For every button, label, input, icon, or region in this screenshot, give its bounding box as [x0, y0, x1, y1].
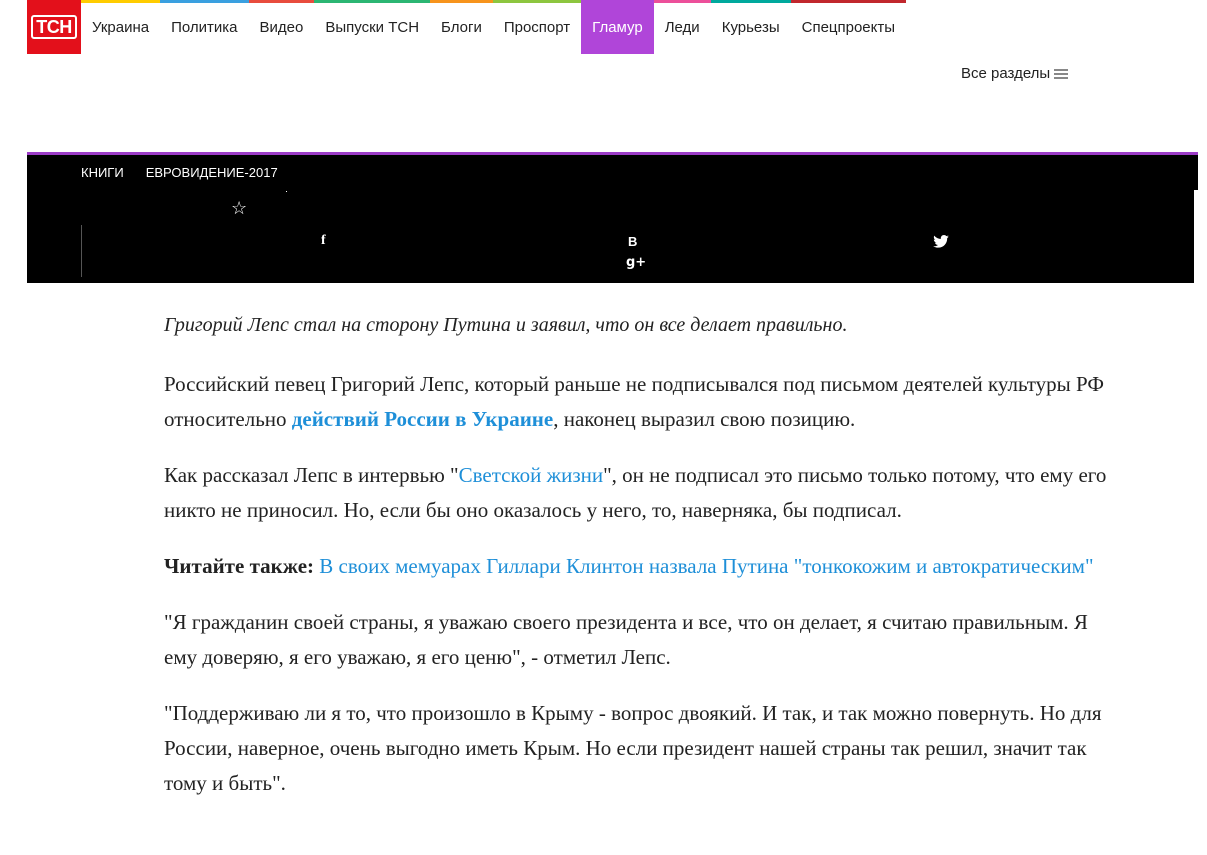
- star-icon[interactable]: ☆: [231, 198, 248, 218]
- nav-item-label: Гламур: [592, 18, 643, 36]
- tsn-logo[interactable]: [27, 0, 81, 54]
- tag-list: [81, 165, 278, 180]
- read-also-link[interactable]: В своих мемуарах Гиллари Клинтон назвала Путина "тонкокожим и автократическим": [319, 554, 1094, 578]
- nav-item-color-bar: [581, 0, 654, 3]
- nav-item-label: Политика: [171, 18, 238, 36]
- banner-edge: [1194, 190, 1198, 286]
- googleplus-icon[interactable]: g+: [626, 255, 647, 270]
- nav-item-3[interactable]: [314, 0, 430, 54]
- read-also: [164, 549, 1114, 584]
- menu-icon: [1054, 69, 1068, 79]
- all-sections-label: Все разделы: [961, 65, 1051, 82]
- paragraph-3: "Я гражданин своей страны, я уважаю своего президента и все, что он делает, я считаю правильным. Я ему доверяю, я его уважаю, я его ценю", - отметил Лепс.: [164, 610, 1088, 669]
- nav-item-color-bar: [791, 0, 906, 3]
- paragraph-2-text-start: Как рассказал Лепс в интервью ": [164, 463, 459, 487]
- nav-item-7[interactable]: [654, 0, 711, 54]
- nav-item-0[interactable]: [81, 0, 160, 54]
- all-sections-button[interactable]: [961, 65, 1068, 82]
- vkontakte-icon[interactable]: В: [628, 234, 638, 249]
- twitter-bird-icon: [933, 235, 949, 248]
- nav-item-label: Проспорт: [503, 18, 571, 36]
- nav-item-1[interactable]: [160, 0, 248, 54]
- nav-item-color-bar: [160, 0, 248, 3]
- nav-item-label: Леди: [664, 18, 700, 36]
- top-navigation: [27, 0, 906, 54]
- nav-item-9[interactable]: [791, 0, 906, 54]
- nav-item-8[interactable]: [711, 0, 791, 54]
- nav-item-2[interactable]: [249, 0, 315, 54]
- nav-item-label: Украина: [92, 18, 150, 36]
- paragraph-1-text-end: , наконец выразил свою позицию.: [553, 407, 856, 431]
- paragraph-1-text-start: Российский певец Григорий Лепс, который раньше не подписывался под письмом деятелей культуры РФ относительно: [164, 372, 1104, 431]
- paragraph-2: [164, 458, 1114, 528]
- facebook-icon[interactable]: f: [321, 233, 326, 248]
- nav-item-color-bar: [314, 0, 430, 3]
- nav-item-label: Выпуски ТСН: [325, 18, 420, 36]
- link-svetskaya-zhizn[interactable]: Светской жизни: [458, 463, 604, 487]
- paragraph-2-text-end: ", он не подписал это письмо только потому, что ему его никто не приносил. Но, если бы оно оказалось у него, то, наверняка, бы подписал.: [164, 463, 1107, 522]
- nav-item-4[interactable]: [430, 0, 493, 54]
- nav-items: [81, 0, 906, 54]
- twitter-icon[interactable]: [933, 233, 949, 252]
- divider: [81, 225, 82, 277]
- tag-eurovision[interactable]: ЕВРОВИДЕНИЕ-2017: [145, 165, 278, 180]
- notch: [286, 191, 287, 192]
- logo-text: ТСН: [31, 15, 77, 39]
- article-lead: Григорий Лепс стал на сторону Путина и заявил, что он все делает правильно.: [164, 314, 848, 336]
- nav-item-color-bar: [493, 0, 581, 3]
- paragraph-4: "Поддерживаю ли я то, что произошло в Крыму - вопрос двоякий. И так, и так можно повернуть. Но для России, наверное, очень выгодно иметь Крым. Но если президент нашей страны так решил, значит так тому и быть".: [164, 701, 1102, 795]
- nav-item-label: Спецпроекты: [801, 18, 896, 36]
- link-russia-actions[interactable]: действий России в Украине: [291, 407, 554, 431]
- nav-item-color-bar: [711, 0, 791, 3]
- nav-item-color-bar: [81, 0, 160, 3]
- nav-item-label: Видео: [259, 18, 304, 36]
- nav-item-label: Блоги: [441, 18, 482, 36]
- nav-item-color-bar: [249, 0, 315, 3]
- nav-item-label: Курьезы: [721, 18, 780, 36]
- nav-item-6[interactable]: [581, 0, 654, 54]
- article-header-banner: [27, 152, 1198, 283]
- article-body: [164, 308, 1114, 822]
- nav-item-color-bar: [654, 0, 711, 3]
- nav-item-5[interactable]: [493, 0, 581, 54]
- read-also-label: Читайте также:: [164, 554, 315, 578]
- tag-books[interactable]: КНИГИ: [81, 165, 124, 180]
- nav-item-color-bar: [430, 0, 493, 3]
- paragraph-1: [164, 367, 1114, 437]
